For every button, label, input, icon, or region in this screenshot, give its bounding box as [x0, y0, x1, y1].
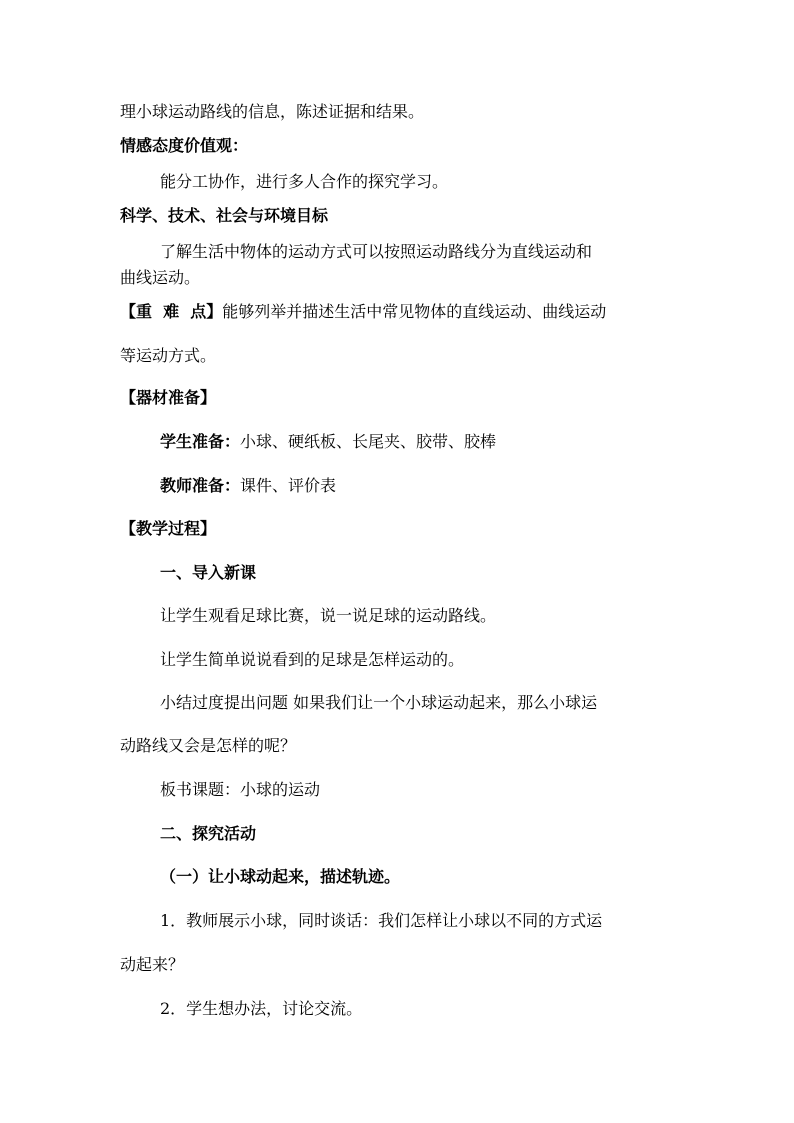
materials-teacher-text: 课件、评价表 [240, 476, 337, 495]
materials-student-row [160, 432, 496, 452]
text-line: 理小球运动路线的信息，陈述证据和结果。 [120, 102, 425, 121]
text-line: 2．学生想办法，讨论交流。 [160, 999, 363, 1018]
subsection-heading: （一）让小球动起来，描述轨迹。 [160, 867, 401, 886]
text-line: 动起来？ [120, 955, 185, 974]
text-line: 小结过度提出问题 如果我们让一个小球运动起来，那么小球运 [160, 693, 598, 712]
subsection-heading: 一、导入新课 [160, 563, 257, 582]
key-points-label: 【重 难 点】 [120, 302, 223, 321]
section-heading: 情感态度价值观： [120, 136, 249, 155]
materials-teacher-label: 教师准备： [160, 476, 241, 495]
text-line: 让学生简单说说看到的足球是怎样运动的。 [160, 650, 465, 669]
text-line: 1．教师展示小球，同时谈话：我们怎样让小球以不同的方式运 [160, 911, 603, 930]
text-line: 动路线又会是怎样的呢？ [120, 736, 297, 755]
text-line: 了解生活中物体的运动方式可以按照运动路线分为直线运动和 [160, 242, 593, 261]
subsection-heading: 二、探究活动 [160, 824, 257, 843]
section-heading: 科学、技术、社会与环境目标 [120, 206, 329, 225]
text-line: 让学生观看足球比赛，说一说足球的运动路线。 [160, 606, 497, 625]
materials-teacher-row [160, 476, 336, 496]
materials-student-text: 小球、硬纸板、长尾夹、胶带、胶棒 [240, 432, 497, 451]
key-points-text: 能够列举并描述生活中常见物体的直线运动、曲线运动 [222, 302, 607, 321]
materials-student-label: 学生准备： [160, 432, 241, 451]
section-heading: 【教学过程】 [120, 519, 217, 538]
text-line: 曲线运动。 [120, 268, 201, 287]
text-line: 等运动方式。 [120, 346, 217, 365]
text-line: 能分工协作，进行多人合作的探究学习。 [160, 172, 449, 191]
key-points-row [120, 302, 606, 322]
section-heading: 【器材准备】 [120, 388, 217, 407]
text-line: 板书课题：小球的运动 [160, 780, 321, 799]
